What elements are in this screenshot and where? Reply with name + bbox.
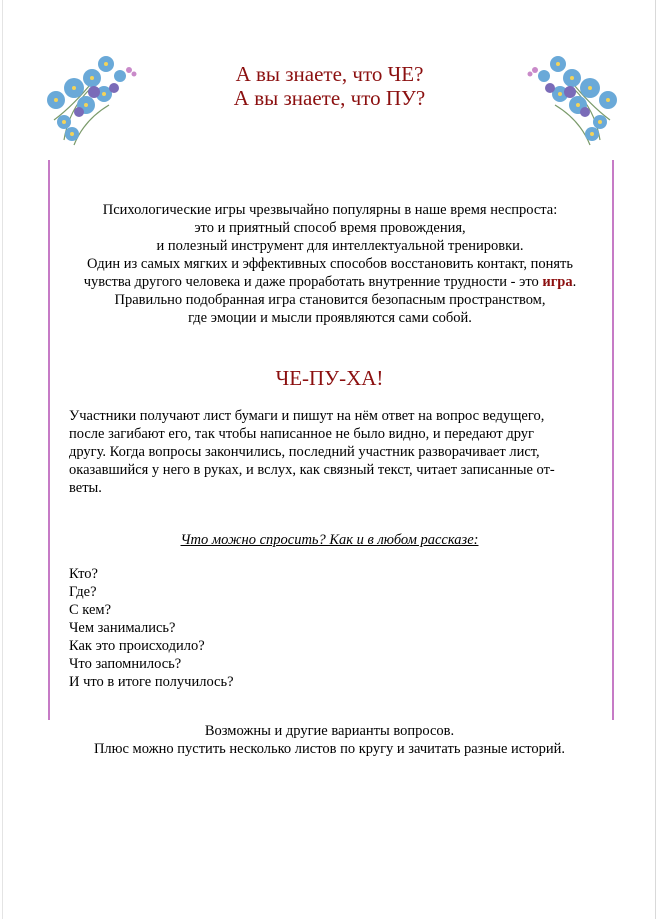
left-decorative-rule	[48, 160, 50, 720]
rules-line: после загибают его, так чтобы написанное не было видно, и передают друг	[69, 426, 534, 442]
questions-list	[69, 565, 234, 691]
questions-heading: Что можно спросить? Как и в любом рассказе:	[180, 532, 479, 548]
question-item: Кто?	[69, 566, 98, 582]
question-item: Где?	[69, 584, 97, 600]
rules-line: другу. Когда вопросы закончились, последний участник разворачивает лист,	[69, 444, 540, 460]
intro-line: это и приятный способ время провождения,	[194, 220, 466, 236]
title-line-2: А вы знаете, что ПУ?	[233, 86, 426, 110]
question-item: Как это происходило?	[69, 638, 205, 654]
footer-line: Плюс можно пустить несколько листов по кругу и зачитать разные историй.	[93, 741, 566, 757]
intro-line: где эмоции и мысли проявляются сами собой.	[188, 310, 472, 326]
intro-paragraph	[60, 201, 600, 327]
rules-line: оказавшийся у него в руках, и вслух, как связный текст, читает записанные от-	[69, 462, 555, 478]
question-item: Чем занимались?	[69, 620, 176, 636]
intro-line: и полезный инструмент для интеллектуальной тренировки.	[156, 238, 524, 254]
intro-line-with-emphasis	[60, 273, 600, 291]
rules-paragraph	[69, 407, 599, 497]
footer-note	[0, 722, 659, 758]
intro-line: Психологические игры чрезвычайно популярны в наше время неспроста:	[102, 202, 558, 218]
question-item: Что запомнилось?	[69, 656, 182, 672]
intro-line: Один из самых мягких и эффективных способов восстановить контакт, понять	[86, 256, 574, 272]
emphasis-word: игра	[542, 274, 573, 290]
rules-line: Участники получают лист бумаги и пишут на нём ответ на вопрос ведущего,	[69, 408, 545, 424]
question-item: С кем?	[69, 602, 112, 618]
question-item: И что в итоге получилось?	[69, 674, 234, 690]
intro-line: Правильно подобранная игра становится безопасным пространством,	[114, 292, 546, 308]
rules-line: веты.	[69, 480, 102, 496]
intro-line-text: чувства другого человека и даже проработать внутренние трудности - это	[83, 274, 543, 290]
intro-line-punct: .	[572, 274, 577, 290]
game-title: ЧЕ-ПУ-ХА!	[275, 366, 384, 390]
page-title	[0, 62, 659, 110]
title-line-1: А вы знаете, что ЧЕ?	[235, 62, 424, 86]
footer-line: Возможны и другие варианты вопросов.	[204, 723, 455, 739]
right-decorative-rule	[612, 160, 614, 720]
